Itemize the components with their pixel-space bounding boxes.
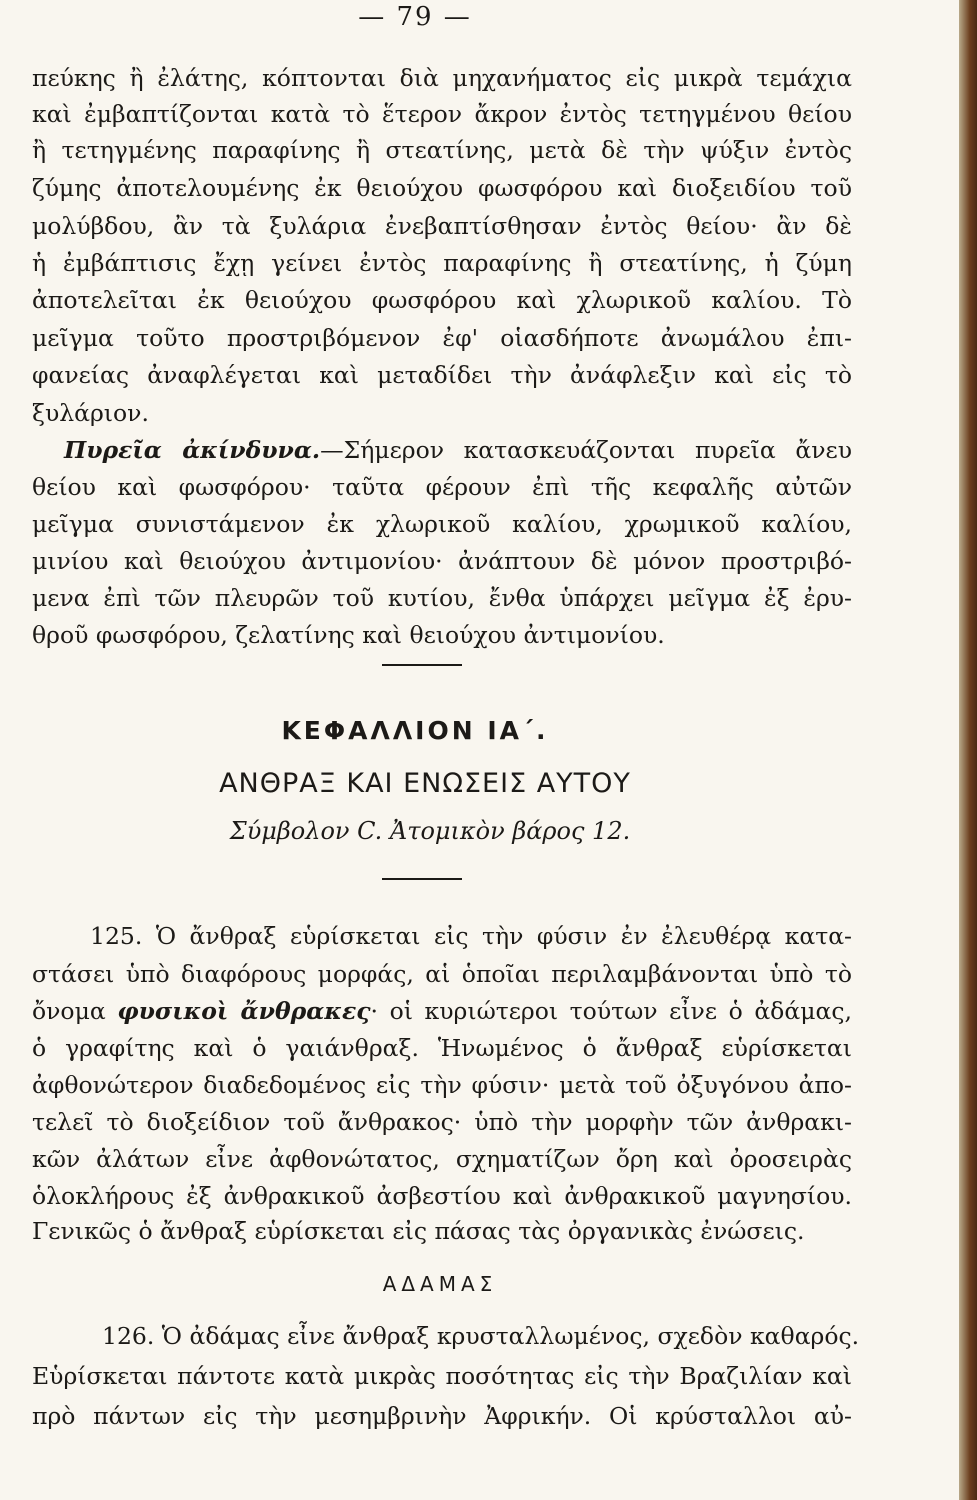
text-line: ἀποτελεῖται ἐκ θειούχου φωσφόρου καὶ χλωρικοῦ καλίου. Τὸ xyxy=(32,286,852,314)
safety-first-line xyxy=(64,432,852,468)
divider-rule xyxy=(382,664,462,666)
emphasis-term: φυσικοὶ ἄνθρακες xyxy=(117,997,371,1025)
text-line: ἀφθονώτερον διαδεδομένος εἰς τὴν φύσιν· μετὰ τοῦ ὀξυγόνου ἀπο- xyxy=(32,1071,852,1099)
safety-heading: Πυρεῖα ἀκίνδυνα. xyxy=(64,436,321,464)
text-line: κῶν ἀλάτων εἶνε ἀφθονώτατος, σχηματίζων ὄρη καὶ ὀροσειρὰς xyxy=(32,1145,852,1173)
text-line: μολύβδου, ἂν τὰ ξυλάρια ἐνεβαπτίσθησαν ἐντὸς θείου· ἂν δὲ xyxy=(32,212,852,240)
text-line: τελεῖ τὸ διοξείδιον τοῦ ἄνθρακος· ὑπὸ τὴν μορφὴν τῶν ἀνθρακι- xyxy=(32,1108,852,1136)
text-line: ζύμης ἀποτελουμένης ἐκ θειούχου φωσφόρου καὶ διοξειδίου τοῦ xyxy=(32,174,852,202)
page-number: — 79 — xyxy=(358,2,472,32)
text-fragment: οἱ κυριώτεροι τούτων εἶνε ὁ ἀδάμας, xyxy=(389,997,852,1025)
section-heading: ΑΔΑΜΑΣ xyxy=(382,1272,498,1296)
text-line: μινίου καὶ θειούχου ἀντιμονίου· ἀνάπτουν δὲ μόνον προστριβό- xyxy=(32,547,852,575)
text-line: ξυλάριον. xyxy=(32,399,149,427)
text-line: φανείας ἀναφλέγεται καὶ μεταδίδει τὴν ἀνάφλεξιν καὶ εἰς τὸ xyxy=(32,361,852,389)
text-line: καὶ ἐμβαπτίζονται κατὰ τὸ ἕτερον ἄκρον ἐντὸς τετηγμένου θείου xyxy=(32,100,852,128)
chapter-heading: ΚΕΦΑΛΛΙΟΝ ΙΑ΄. xyxy=(281,716,549,745)
text-line: μεῖγμα συνιστάμενον ἐκ χλωρικοῦ καλίου, χρωμικοῦ καλίου, xyxy=(32,510,852,538)
text-line: ὁ γραφίτης καὶ ὁ γαιάνθραξ. Ἡνωμένος ὁ ἄνθραξ εὑρίσκεται xyxy=(32,1034,852,1062)
text-line: 125. Ὁ ἄνθραξ εὑρίσκεται εἰς τὴν φύσιν ἐν ἐλευθέρᾳ κατα- xyxy=(90,922,852,950)
chapter-title: ΑΝΘΡΑΞ ΚΑΙ ΕΝΩΣΕΙΣ ΑΥΤΟΥ xyxy=(219,768,631,799)
text-line: θείου καὶ φωσφόρου· ταῦτα φέρουν ἐπὶ τῆς κεφαλῆς αὐτῶν xyxy=(32,473,852,501)
text-line: ἢ τετηγμένης παραφίνης ἢ στεατίνης, μετὰ δὲ τὴν ψύξιν ἐντὸς xyxy=(32,136,852,164)
text-line: ὁλοκλήρους ἐξ ἀνθρακικοῦ ἀσβεστίου καὶ ἀνθρακικοῦ μαγνησίου. xyxy=(32,1182,852,1210)
text-line: πρὸ πάντων εἰς τὴν μεσημβρινὴν Ἀφρικήν. Οἱ κρύσταλλοι αὐ- xyxy=(32,1402,852,1430)
text-line: 126. Ὁ ἀδάμας εἶνε ἄνθραξ κρυσταλλωμένος, σχεδὸν καθαρός. xyxy=(102,1322,860,1350)
text-line: Γενικῶς ὁ ἄνθραξ εὑρίσκεται εἰς πάσας τὰς ὀργανικὰς ἐνώσεις. xyxy=(32,1217,805,1245)
page-edge xyxy=(959,0,977,1500)
divider-rule xyxy=(382,878,462,880)
text-line: ἡ ἐμβάπτισις ἔχῃ γείνει ἐντὸς παραφίνης ἢ στεατίνης, ἡ ζύμη xyxy=(32,249,852,277)
chapter-subtitle: Σύμβολον C. Ἀτομικὸν βάρος 12. xyxy=(229,817,631,845)
text-line: μεῖγμα τοῦτο προστριβόμενον ἐφ' οἱασδήποτε ἀνωμάλου ἐπι- xyxy=(32,324,852,352)
text-line: Εὑρίσκεται πάντοτε κατὰ μικρὰς ποσότητας εἰς τὴν Βραζιλίαν καὶ xyxy=(32,1362,852,1390)
safety-first-line-text: —Σήμερον κατασκευάζονται πυρεῖα ἄνευ xyxy=(320,436,852,464)
text-line: μενα ἐπὶ τῶν πλευρῶν τοῦ κυτίου, ἔνθα ὑπάρχει μεῖγμα ἐξ ἐρυ- xyxy=(32,584,852,612)
text-line: ὄνομα φυσικοὶ ἄνθρακες· οἱ κυριώτεροι τούτων εἶνε ὁ ἀδάμας, xyxy=(32,997,852,1025)
text-line: στάσει ὑπὸ διαφόρους μορφάς, αἱ ὁποῖαι περιλαμβάνονται ὑπὸ τὸ xyxy=(32,960,852,988)
text-fragment: ὄνομα xyxy=(32,997,106,1025)
text-line: πεύκης ἢ ἐλάτης, κόπτονται διὰ μηχανήματος εἰς μικρὰ τεμάχια xyxy=(32,64,852,92)
text-line: θροῦ φωσφόρου, ζελατίνης καὶ θειούχου ἀντιμονίου. xyxy=(32,621,665,649)
